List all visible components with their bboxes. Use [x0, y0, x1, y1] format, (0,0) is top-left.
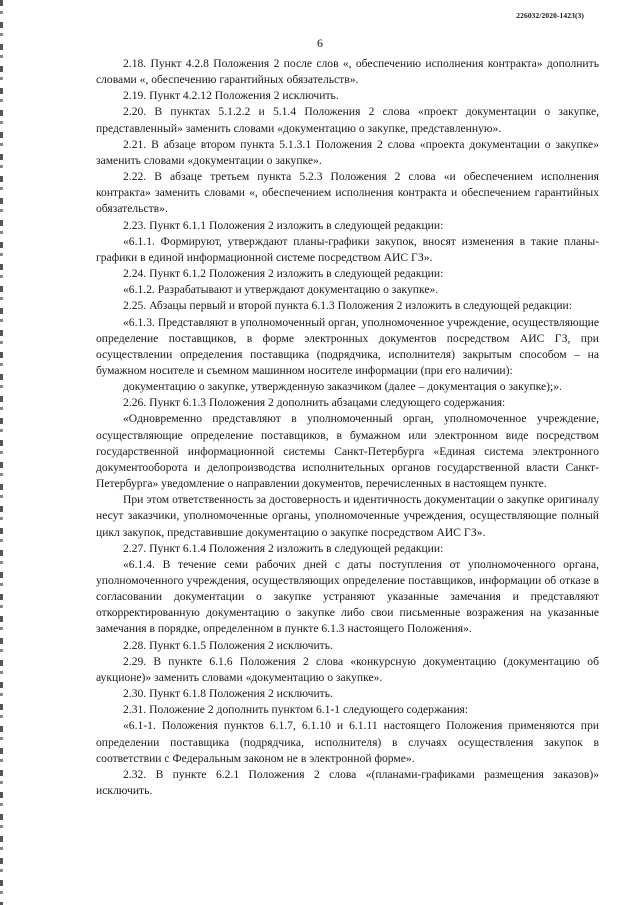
paragraph-2-26: 2.26. Пункт 6.1.3 Положения 2 дополнить абзацами следующего содержания: — [123, 396, 506, 410]
paragraph-2-25: 2.25. Абзацы первый и второй пункта 6.1.3 Положения 2 изложить в следующей редакции: — [123, 299, 572, 313]
scan-edge-artifact — [0, 0, 3, 905]
paragraph-2-24: 2.24. Пункт 6.1.2 Положения 2 изложить в следующей редакции: — [123, 267, 444, 281]
paragraph-2-22: 2.22. В абзаце третьем пункта 5.2.3 Положения 2 слова «и обеспечением исполнения контракта» заменить словами «, обеспечением исполнения контракта и обеспечением гарантийных обязательств». — [96, 170, 599, 216]
quote-6-1-3: «6.1.3. Представляют в уполномоченный орган, уполномоченное учреждение, осуществляющие определение поставщиков, в форме электронных документов посредством АИС ГЗ, при осуществлении определения поставщика (подрядчика, исполнителя) закрытым способом – на бумажном носителе и съемном машинном носителе информации (при его наличии): — [96, 315, 599, 377]
paragraph-2-20: 2.20. В пунктах 5.1.2.2 и 5.1.4 Положения 2 слова «проект документации о закупке, представленный» заменить словами «документацию о закупке, представленную». — [96, 105, 599, 135]
paragraph-2-18: 2.18. Пункт 4.2.8 Положения 2 после слов «, обеспечению исполнения контракта» дополнить словами «, обеспечению гарантийных обязательств». — [96, 57, 599, 87]
paragraph-2-27: 2.27. Пункт 6.1.4 Положения 2 изложить в следующей редакции: — [123, 541, 444, 555]
paragraph-2-21: 2.21. В абзаце втором пункта 5.1.3.1 Положения 2 слова «проекта документации о закупке» заменить словами «документации о закупке». — [96, 137, 599, 167]
document-body — [96, 56, 599, 799]
quote-6-1-2: «6.1.2. Разрабатывают и утверждают документацию о закупке». — [123, 283, 439, 297]
quote-6-1-3-continued: документацию о закупке, утвержденную заказчиком (далее – документация о закупке);». — [123, 380, 562, 394]
paragraph-2-19: 2.19. Пункт 4.2.12 Положения 2 исключить. — [123, 89, 339, 103]
quote-6-1-4: «6.1.4. В течение семи рабочих дней с даты поступления от уполномоченного органа, уполномоченного учреждения, осуществляющих определение поставщиков, информации об отказе в согласовании документации о закупке устраняют указанные замечания и представляют откорректированную документацию о закупке либо свои письменные возражения на указанные замечания в порядке, определенном в пункте 6.1.3 настоящего Положения». — [96, 557, 599, 636]
paragraph-2-30: 2.30. Пункт 6.1.8 Положения 2 исключить. — [123, 687, 333, 701]
quote-responsibility: При этом ответственность за достоверность и идентичность документации о закупке оригиналу несут заказчики, уполномоченные органы, уполномоченные учреждения, осуществляющие полный цикл закупок, представившие документацию о закупке посредством АИС ГЗ». — [96, 493, 599, 539]
quote-6-1-1-dash: «6.1-1. Положения пунктов 6.1.7, 6.1.10 и 6.1.11 настоящего Положения применяются при определении поставщика (подрядчика, исполнителя) в случаях осуществления закупок в соответствии с Федеральным законом не в электронной форме». — [96, 719, 599, 765]
quote-simultaneously: «Одновременно представляют в уполномоченный орган, уполномоченное учреждение, осуществляющие определение поставщиков, в бумажном или электронном виде посредством государственной информационной системы Санкт-Петербурга «Единая система электронного документооборота и делопроизводства исполнительных органов государственной власти Санкт-Петербурга» уведомление о направлении документов, перечисленных в настоящем пункте. — [96, 412, 599, 491]
quote-6-1-1: «6.1.1. Формируют, утверждают планы-графики закупок, вносят изменения в такие планы-графики в единой информационной системе посредством АИС ГЗ». — [96, 234, 599, 264]
paragraph-2-29: 2.29. В пункте 6.1.6 Положения 2 слова «конкурсную документацию (документацию об аукционе)» заменить словами «документацию о закупке». — [96, 654, 599, 684]
paragraph-2-31: 2.31. Положение 2 дополнить пунктом 6.1-1 следующего содержания: — [123, 703, 469, 717]
paragraph-2-32: 2.32. В пункте 6.2.1 Положения 2 слова «(планами-графиками размещения заказов)» исключить. — [96, 767, 599, 798]
paragraph-2-28: 2.28. Пункт 6.1.5 Положения 2 исключить. — [123, 638, 333, 652]
document-registration-number: 226032/2020-1423(3) — [516, 11, 584, 20]
paragraph-2-23: 2.23. Пункт 6.1.1 Положения 2 изложить в следующей редакции: — [123, 218, 444, 232]
page-number: 6 — [317, 36, 323, 50]
